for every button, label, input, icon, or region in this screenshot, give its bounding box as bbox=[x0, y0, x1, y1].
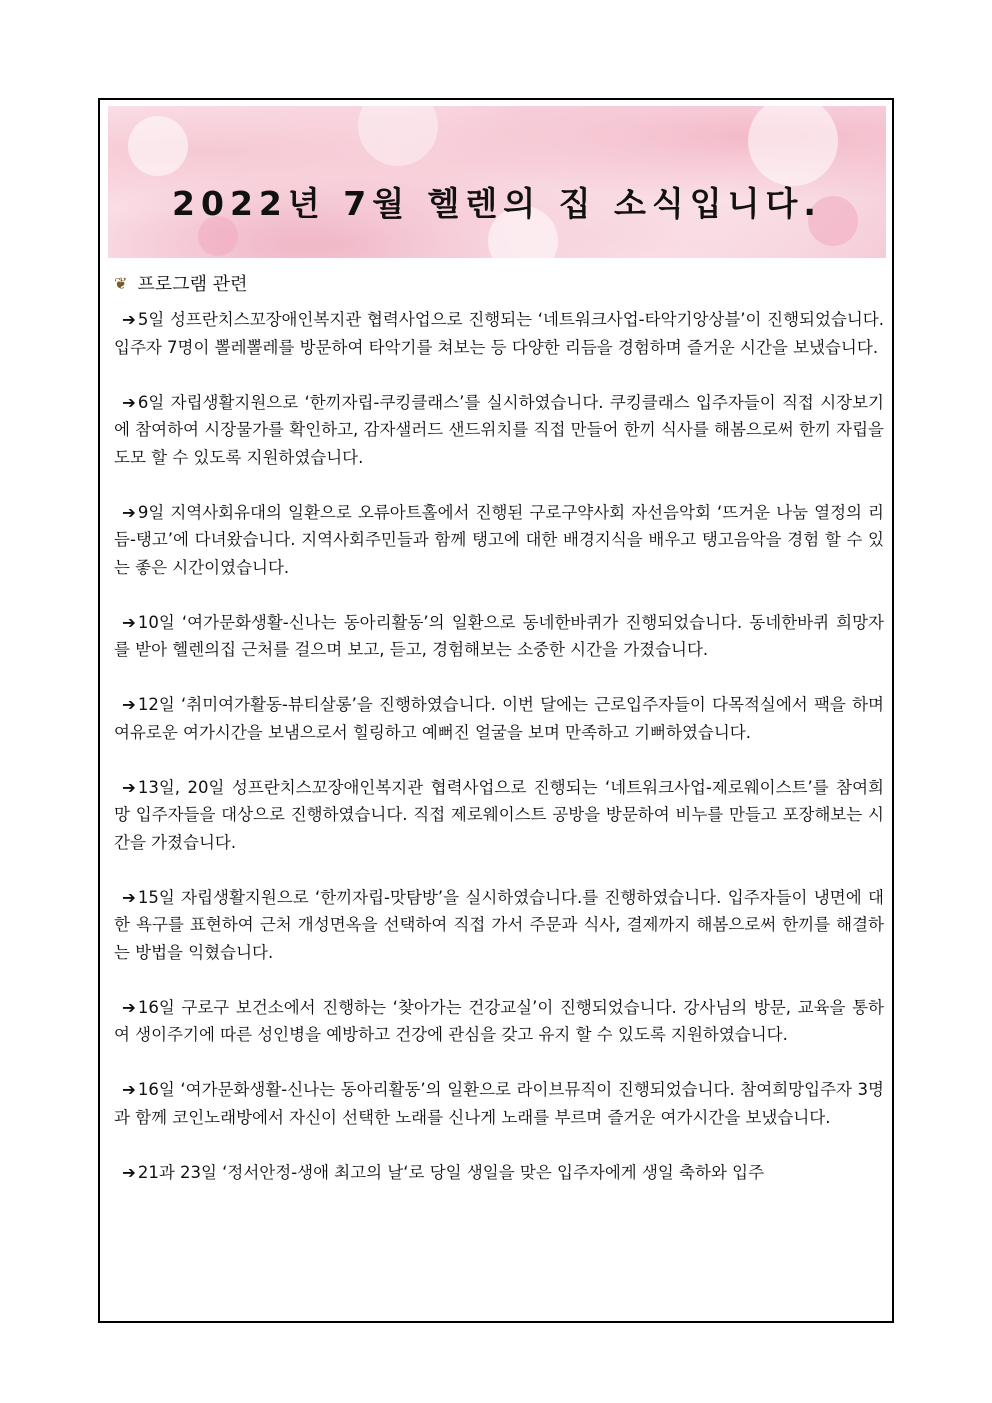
news-item-text: 16일 ‘여가문화생활-신나는 동아리활동’의 일환으로 라이브뮤직이 진행되었습니다. 참여희망입주자 3명과 함께 코인노래방에서 자신이 선택한 노래를 신나게 노래를 부르며 즐거운 여가시간을 보냈습니다. bbox=[114, 1080, 884, 1127]
news-item bbox=[114, 1159, 884, 1187]
news-item-text: 12일 ‘취미여가활동-뷰티살롱’을 진행하였습니다. 이번 달에는 근로입주자들이 다목적실에서 팩을 하며 여유로운 여가시간을 보냄으로서 힐링하고 예뻐진 얼굴을 보며 만족하고 기뻐하였습니다. bbox=[114, 695, 884, 742]
arrow-icon: ➔ bbox=[122, 1080, 136, 1099]
arrow-icon: ➔ bbox=[122, 887, 136, 907]
section-label: 프로그램 관련 bbox=[137, 274, 248, 295]
news-item bbox=[114, 691, 884, 746]
news-item bbox=[114, 306, 884, 361]
news-item bbox=[114, 884, 884, 967]
news-item-text: 16일 구로구 보건소에서 진행하는 ‘찾아가는 건강교실’이 진행되었습니다. 강사님의 방문, 교육을 통하여 생이주기에 따른 성인병을 예방하고 건강에 관심을 갖고 유지 할 수 있도록 지원하였습니다. bbox=[114, 997, 884, 1044]
news-content bbox=[114, 306, 884, 1214]
news-item-text: 9일 지역사회유대의 일환으로 오류아트홀에서 진행된 구로구약사회 자선음악회 ‘뜨거운 나눔 열정의 리듬-탱고’에 다녀왔습니다. 지역사회주민들과 함께 탱고에 대한 배경지식을 배우고 탱고음악을 경험 할 수 있는 좋은 시간이였습니다. bbox=[114, 502, 884, 577]
arrow-icon: ➔ bbox=[122, 310, 136, 329]
arrow-icon: ➔ bbox=[122, 1162, 136, 1182]
flower-bullet-icon: ❦ bbox=[114, 273, 128, 293]
news-item-text: 10일 ‘여가문화생활-신나는 동아리활동’의 일환으로 동네한바퀴가 진행되었습니다. 동네한바퀴 희망자를 받아 헬렌의집 근처를 걸으며 보고, 듣고, 경험해보는 소중한 시간을 가졌습니다. bbox=[114, 612, 884, 659]
news-item bbox=[114, 774, 884, 857]
news-item-text: 5일 성프란치스꼬장애인복지관 협력사업으로 진행되는 ‘네트워크사업-타악기앙상블’이 진행되었습니다. 입주자 7명이 뽈레뽈레를 방문하여 타악기를 쳐보는 등 다양한 리듬을 경험하며 즐거운 시간을 보냈습니다. bbox=[114, 310, 884, 357]
section-heading bbox=[114, 270, 247, 296]
header-banner bbox=[108, 106, 886, 258]
arrow-icon: ➔ bbox=[122, 502, 136, 522]
page-frame bbox=[98, 98, 894, 1323]
news-item bbox=[114, 389, 884, 472]
news-item bbox=[114, 609, 884, 664]
news-item bbox=[114, 499, 884, 582]
news-item-text: 21과 23일 ‘정서안정-생애 최고의 날‘로 당일 생일을 맞은 입주자에게 생일 축하와 입주 bbox=[137, 1162, 765, 1182]
page-title: 2022년 7월 헬렌의 집 소식입니다. bbox=[172, 184, 822, 223]
news-item bbox=[114, 1076, 884, 1131]
news-item-text: 13일, 20일 성프란치스꼬장애인복지관 협력사업으로 진행되는 ‘네트워크사업-제로웨이스트’를 참여희망 입주자들을 대상으로 진행하였습니다. 직접 제로웨이스트 공방을 방문하여 비누를 만들고 포장해보는 시간을 가졌습니다. bbox=[114, 777, 884, 852]
news-item-text: 15일 자립생활지원으로 ‘한끼자립-맛탐방’을 실시하였습니다.를 진행하였습니다. 입주자들이 냉면에 대한 욕구를 표현하여 근처 개성면옥을 선택하여 직접 가서 주문과 식사, 결제까지 해봄으로써 한끼를 해결하는 방법을 익혔습니다. bbox=[114, 887, 884, 962]
arrow-icon: ➔ bbox=[122, 997, 136, 1017]
news-item-text: 6일 자립생활지원으로 ‘한끼자립-쿠킹클래스’를 실시하였습니다. 쿠킹클래스 입주자들이 직접 시장보기에 참여하여 시장물가를 확인하고, 감자샐러드 샌드위치를 직접 만들어 한끼 식사를 해봄으로써 한끼 자립을 도모 할 수 있도록 지원하였습니다. bbox=[114, 392, 884, 467]
arrow-icon: ➔ bbox=[122, 392, 136, 412]
arrow-icon: ➔ bbox=[122, 777, 136, 797]
news-item bbox=[114, 994, 884, 1049]
arrow-icon: ➔ bbox=[122, 612, 136, 632]
arrow-icon: ➔ bbox=[122, 695, 136, 714]
